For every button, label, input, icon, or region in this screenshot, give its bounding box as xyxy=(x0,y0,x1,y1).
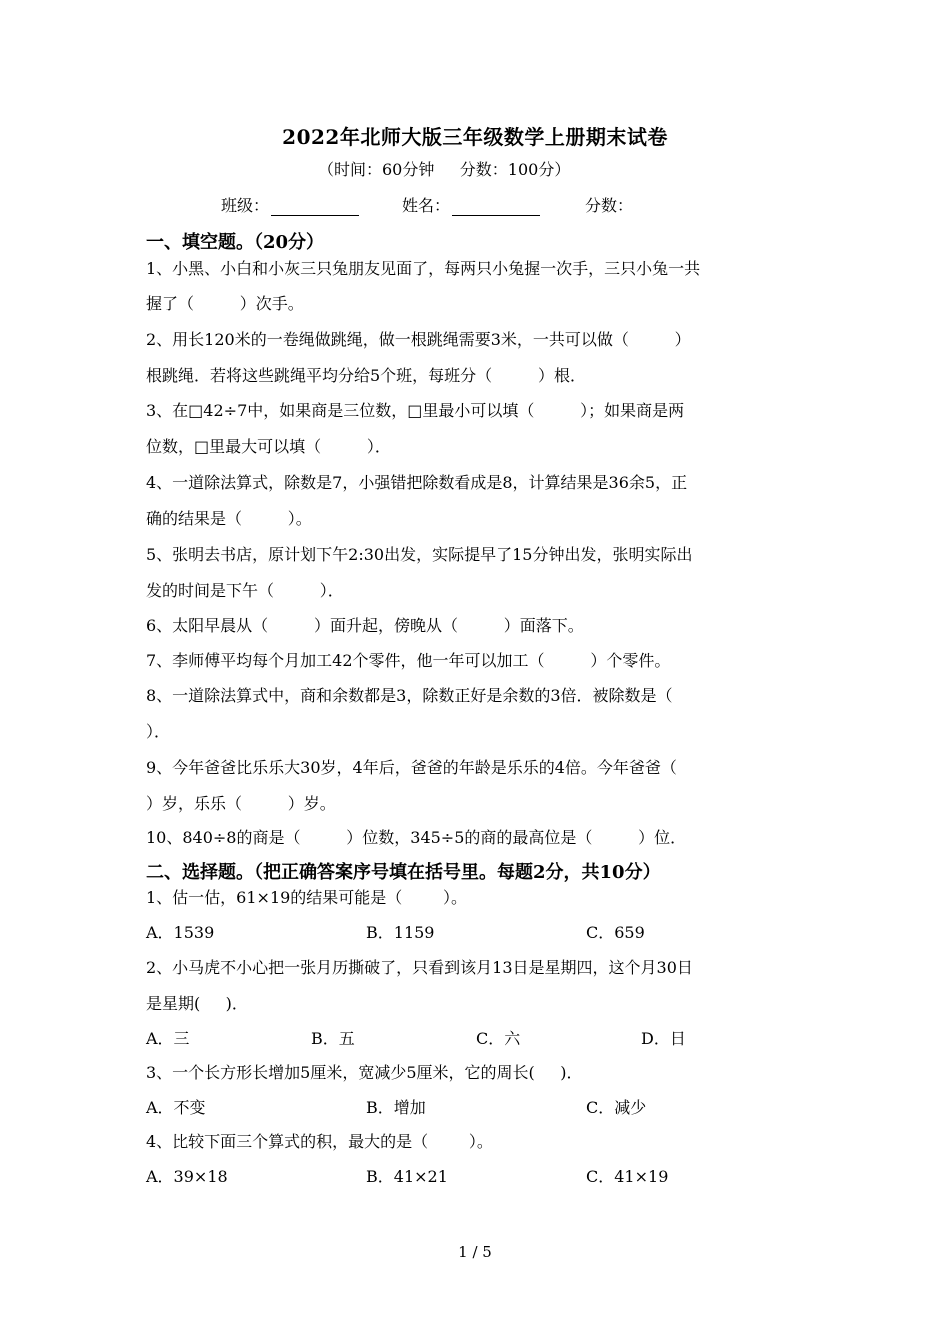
question-line: 1、估一估，61×19的结果可能是（ ）。 xyxy=(146,888,467,907)
option-a: A．不变 xyxy=(146,1098,206,1117)
option-c: C．41×19 xyxy=(586,1167,669,1186)
name-label: 姓名： xyxy=(402,196,451,215)
option-a: A．39×18 xyxy=(146,1167,228,1186)
page-number: 1 / 5 xyxy=(458,1243,492,1261)
option-a: A．1539 xyxy=(146,923,215,942)
class-blank xyxy=(271,197,359,216)
question-line: 2、用长120米的一卷绳做跳绳，做一根跳绳需要3米，一共可以做（ ） xyxy=(146,330,691,349)
question-line: 2、小马虎不小心把一张月历撕破了，只看到该月13日是星期四，这个月30日 xyxy=(146,958,693,977)
question-line: 确的结果是（ ）。 xyxy=(146,509,312,528)
name-field xyxy=(402,193,540,216)
option-c: C．减少 xyxy=(586,1098,647,1117)
question-line: 是星期( )． xyxy=(146,994,248,1013)
option-a: A．三 xyxy=(146,1029,190,1048)
question-line: 3、在□42÷7中，如果商是三位数，□里最小可以填（ ）；如果商是两 xyxy=(146,401,685,420)
option-c: C．六 xyxy=(476,1029,521,1048)
question-line: 位数，□里最大可以填（ ）． xyxy=(146,437,391,456)
question-line: 1、小黑、小白和小灰三只兔朋友见面了，每两只小兔握一次手，三只小兔一共 xyxy=(146,259,701,278)
option-b: B．41×21 xyxy=(366,1167,448,1186)
score-label: 分数： xyxy=(585,196,634,215)
exam-time-score: （时间：60分钟 分数：100分） xyxy=(318,160,571,179)
question-line: 根跳绳．若将这些跳绳平均分给5个班，每班分（ ）根． xyxy=(146,366,586,385)
question-line: 8、一道除法算式中，商和余数都是3，除数正好是余数的3倍．被除数是（ xyxy=(146,686,673,705)
section1-heading: 一、填空题。（20分） xyxy=(146,232,325,253)
page-title: 2022年北师大版三年级数学上册期末试卷 xyxy=(282,125,668,149)
question-line: 发的时间是下午（ ）． xyxy=(146,581,344,600)
option-b: B．增加 xyxy=(366,1098,426,1117)
option-b: B．1159 xyxy=(366,923,435,942)
name-blank xyxy=(452,197,540,216)
question-line: ）岁，乐乐（ ）岁。 xyxy=(146,794,336,813)
question-line: 3、一个长方形长增加5厘米，宽减少5厘米，它的周长( )． xyxy=(146,1063,583,1082)
option-b: B．五 xyxy=(311,1029,355,1048)
question-line: 4、一道除法算式，除数是7，小强错把除数看成是8，计算结果是36余5，正 xyxy=(146,473,688,492)
option-c: C．659 xyxy=(586,923,645,942)
class-field xyxy=(221,193,359,216)
question-line: 10、840÷8的商是（ ）位数，345÷5的商的最高位是（ ）位． xyxy=(146,828,687,847)
score-field xyxy=(585,193,633,216)
question-line: 4、比较下面三个算式的积，最大的是（ ）。 xyxy=(146,1132,493,1151)
question-line: 9、今年爸爸比乐乐大30岁，4年后，爸爸的年龄是乐乐的4倍。今年爸爸（ xyxy=(146,758,677,777)
question-line: 5、张明去书店，原计划下午2:30出发，实际提早了15分钟出发，张明实际出 xyxy=(146,545,693,564)
question-line: 6、太阳早晨从（ ）面升起，傍晚从（ ）面落下。 xyxy=(146,616,584,635)
question-line: 握了（ ）次手。 xyxy=(146,294,304,313)
question-line: ）． xyxy=(146,722,171,741)
question-line: 7、李师傅平均每个月加工42个零件，他一年可以加工（ ）个零件。 xyxy=(146,651,671,670)
section2-heading: 二、选择题。（把正确答案序号填在括号里。每题2分，共10分） xyxy=(146,862,661,883)
option-d: D．日 xyxy=(641,1029,686,1048)
class-label: 班级： xyxy=(221,196,270,215)
